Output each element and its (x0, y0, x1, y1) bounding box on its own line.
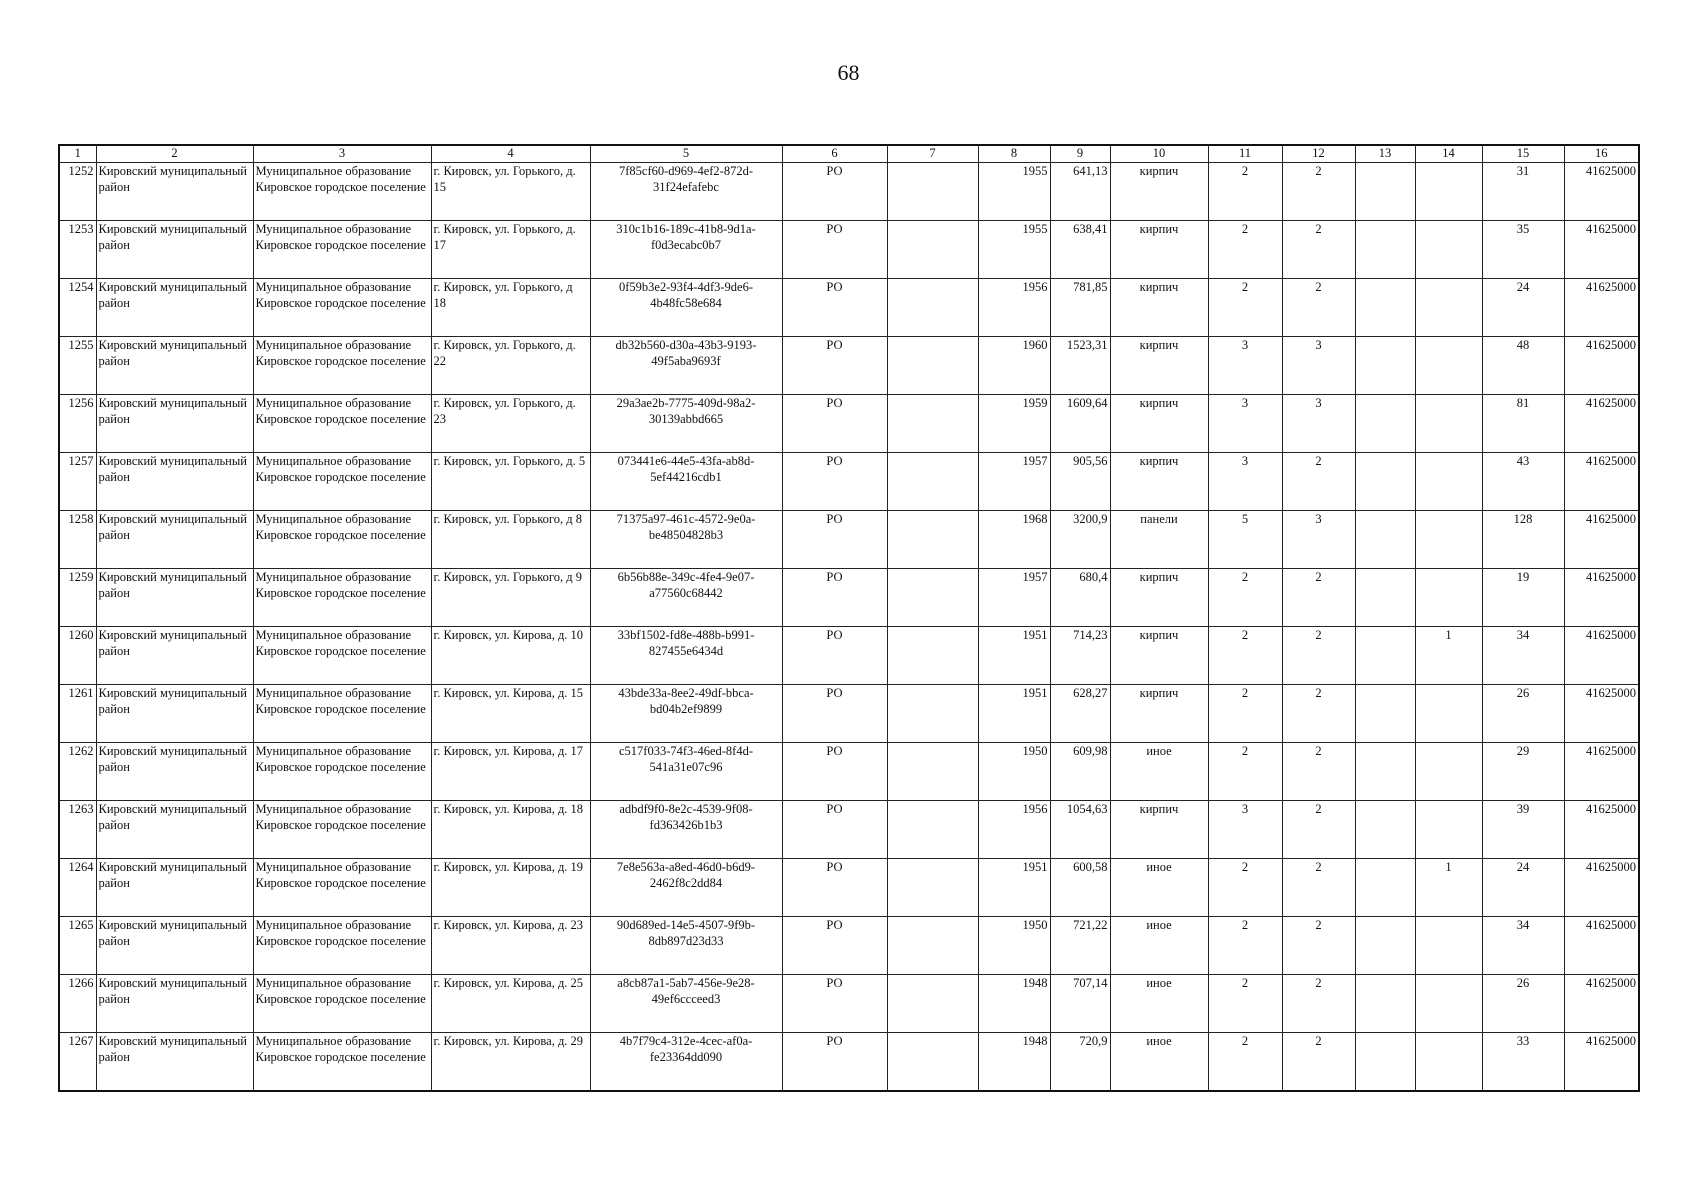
col15-cell: 24 (1482, 859, 1564, 917)
oktmo-cell: 41625000 (1564, 569, 1639, 627)
column-header: 10 (1110, 145, 1208, 163)
col7-cell (887, 975, 978, 1033)
district-cell: Кировский муниципальный район (96, 1033, 253, 1091)
municipality-cell: Муниципальное образование Кировское городское поселение (253, 279, 431, 337)
col7-cell (887, 917, 978, 975)
district-cell: Кировский муниципальный район (96, 569, 253, 627)
area-cell: 707,14 (1050, 975, 1110, 1033)
ownership-cell: РО (782, 511, 887, 569)
column-header: 3 (253, 145, 431, 163)
col13-cell (1355, 917, 1415, 975)
column-header: 11 (1208, 145, 1282, 163)
district-cell: Кировский муниципальный район (96, 511, 253, 569)
row-number: 1261 (59, 685, 96, 743)
entrances-cell: 2 (1282, 279, 1355, 337)
col7-cell (887, 163, 978, 221)
column-header: 7 (887, 145, 978, 163)
area-cell: 3200,9 (1050, 511, 1110, 569)
area-cell: 720,9 (1050, 1033, 1110, 1091)
entrances-cell: 2 (1282, 975, 1355, 1033)
col13-cell (1355, 975, 1415, 1033)
column-header: 5 (590, 145, 782, 163)
oktmo-cell: 41625000 (1564, 627, 1639, 685)
oktmo-cell: 41625000 (1564, 337, 1639, 395)
address-cell: г. Кировск, ул. Кирова, д. 29 (431, 1033, 590, 1091)
ownership-cell: РО (782, 627, 887, 685)
col14-cell (1415, 221, 1482, 279)
ownership-cell: РО (782, 337, 887, 395)
floors-cell: 2 (1208, 859, 1282, 917)
column-header: 14 (1415, 145, 1482, 163)
material-cell: кирпич (1110, 685, 1208, 743)
col14-cell (1415, 279, 1482, 337)
table-row (59, 279, 1639, 337)
area-cell: 600,58 (1050, 859, 1110, 917)
entrances-cell: 2 (1282, 685, 1355, 743)
entrances-cell: 2 (1282, 801, 1355, 859)
floors-cell: 3 (1208, 337, 1282, 395)
column-header: 4 (431, 145, 590, 163)
oktmo-cell: 41625000 (1564, 1033, 1639, 1091)
col15-cell: 34 (1482, 917, 1564, 975)
col15-cell: 33 (1482, 1033, 1564, 1091)
guid-cell: 33bf1502-fd8e-488b-b991-827455e6434d (590, 627, 782, 685)
area-cell: 721,22 (1050, 917, 1110, 975)
col14-cell (1415, 685, 1482, 743)
guid-cell: 073441e6-44e5-43fa-ab8d-5ef44216cdb1 (590, 453, 782, 511)
row-number: 1266 (59, 975, 96, 1033)
floors-cell: 2 (1208, 569, 1282, 627)
col15-cell: 48 (1482, 337, 1564, 395)
ownership-cell: РО (782, 1033, 887, 1091)
district-cell: Кировский муниципальный район (96, 743, 253, 801)
district-cell: Кировский муниципальный район (96, 163, 253, 221)
ownership-cell: РО (782, 975, 887, 1033)
municipality-cell: Муниципальное образование Кировское городское поселение (253, 743, 431, 801)
municipality-cell: Муниципальное образование Кировское городское поселение (253, 569, 431, 627)
guid-cell: 29a3ae2b-7775-409d-98a2-30139abbd665 (590, 395, 782, 453)
address-cell: г. Кировск, ул. Горького, д 9 (431, 569, 590, 627)
oktmo-cell: 41625000 (1564, 163, 1639, 221)
oktmo-cell: 41625000 (1564, 453, 1639, 511)
floors-cell: 3 (1208, 453, 1282, 511)
ownership-cell: РО (782, 859, 887, 917)
area-cell: 714,23 (1050, 627, 1110, 685)
district-cell: Кировский муниципальный район (96, 917, 253, 975)
ownership-cell: РО (782, 453, 887, 511)
table-row (59, 859, 1639, 917)
col15-cell: 35 (1482, 221, 1564, 279)
col14-cell: 1 (1415, 859, 1482, 917)
floors-cell: 2 (1208, 917, 1282, 975)
column-header: 12 (1282, 145, 1355, 163)
area-cell: 628,27 (1050, 685, 1110, 743)
row-number: 1262 (59, 743, 96, 801)
col13-cell (1355, 801, 1415, 859)
col7-cell (887, 569, 978, 627)
table-row (59, 975, 1639, 1033)
guid-cell: 0f59b3e2-93f4-4df3-9de6-4b48fc58e684 (590, 279, 782, 337)
material-cell: кирпич (1110, 801, 1208, 859)
district-cell: Кировский муниципальный район (96, 801, 253, 859)
entrances-cell: 2 (1282, 1033, 1355, 1091)
area-cell: 1054,63 (1050, 801, 1110, 859)
ownership-cell: РО (782, 743, 887, 801)
material-cell: кирпич (1110, 453, 1208, 511)
col7-cell (887, 395, 978, 453)
guid-cell: 71375a97-461c-4572-9e0a-be48504828b3 (590, 511, 782, 569)
address-cell: г. Кировск, ул. Кирова, д. 23 (431, 917, 590, 975)
address-cell: г. Кировск, ул. Горького, д. 15 (431, 163, 590, 221)
floors-cell: 2 (1208, 743, 1282, 801)
address-cell: г. Кировск, ул. Горького, д. 5 (431, 453, 590, 511)
floors-cell: 5 (1208, 511, 1282, 569)
ownership-cell: РО (782, 801, 887, 859)
column-header: 15 (1482, 145, 1564, 163)
column-header: 1 (59, 145, 96, 163)
col15-cell: 43 (1482, 453, 1564, 511)
area-cell: 1523,31 (1050, 337, 1110, 395)
guid-cell: db32b560-d30a-43b3-9193-49f5aba9693f (590, 337, 782, 395)
table-body (59, 163, 1639, 1091)
col13-cell (1355, 163, 1415, 221)
column-header: 16 (1564, 145, 1639, 163)
col14-cell (1415, 1033, 1482, 1091)
guid-cell: 43bde33a-8ee2-49df-bbca-bd04b2ef9899 (590, 685, 782, 743)
table-row (59, 917, 1639, 975)
material-cell: кирпич (1110, 627, 1208, 685)
oktmo-cell: 41625000 (1564, 685, 1639, 743)
table-row (59, 163, 1639, 221)
col13-cell (1355, 395, 1415, 453)
guid-cell: 4b7f79c4-312e-4cec-af0a-fe23364dd090 (590, 1033, 782, 1091)
row-number: 1256 (59, 395, 96, 453)
district-cell: Кировский муниципальный район (96, 453, 253, 511)
municipality-cell: Муниципальное образование Кировское городское поселение (253, 453, 431, 511)
floors-cell: 2 (1208, 975, 1282, 1033)
floors-cell: 3 (1208, 395, 1282, 453)
table-row (59, 569, 1639, 627)
area-cell: 638,41 (1050, 221, 1110, 279)
municipality-cell: Муниципальное образование Кировское городское поселение (253, 859, 431, 917)
year-cell: 1968 (978, 511, 1050, 569)
entrances-cell: 3 (1282, 511, 1355, 569)
entrances-cell: 2 (1282, 221, 1355, 279)
municipality-cell: Муниципальное образование Кировское городское поселение (253, 395, 431, 453)
address-cell: г. Кировск, ул. Горького, д. 17 (431, 221, 590, 279)
material-cell: панели (1110, 511, 1208, 569)
col15-cell: 26 (1482, 975, 1564, 1033)
address-cell: г. Кировск, ул. Горького, д 18 (431, 279, 590, 337)
column-header: 13 (1355, 145, 1415, 163)
ownership-cell: РО (782, 685, 887, 743)
ownership-cell: РО (782, 569, 887, 627)
col15-cell: 19 (1482, 569, 1564, 627)
ownership-cell: РО (782, 917, 887, 975)
col13-cell (1355, 279, 1415, 337)
table-row (59, 1033, 1639, 1091)
district-cell: Кировский муниципальный район (96, 395, 253, 453)
district-cell: Кировский муниципальный район (96, 975, 253, 1033)
guid-cell: 7f85cf60-d969-4ef2-872d-31f24efafebc (590, 163, 782, 221)
row-number: 1267 (59, 1033, 96, 1091)
col15-cell: 24 (1482, 279, 1564, 337)
area-cell: 1609,64 (1050, 395, 1110, 453)
col14-cell (1415, 743, 1482, 801)
floors-cell: 2 (1208, 221, 1282, 279)
floors-cell: 2 (1208, 627, 1282, 685)
address-cell: г. Кировск, ул. Кирова, д. 15 (431, 685, 590, 743)
table-row (59, 743, 1639, 801)
row-number: 1253 (59, 221, 96, 279)
ownership-cell: РО (782, 279, 887, 337)
material-cell: иное (1110, 1033, 1208, 1091)
district-cell: Кировский муниципальный район (96, 627, 253, 685)
row-number: 1258 (59, 511, 96, 569)
col14-cell (1415, 801, 1482, 859)
row-number: 1259 (59, 569, 96, 627)
oktmo-cell: 41625000 (1564, 221, 1639, 279)
col7-cell (887, 859, 978, 917)
address-cell: г. Кировск, ул. Горького, д. 23 (431, 395, 590, 453)
column-header: 2 (96, 145, 253, 163)
address-cell: г. Кировск, ул. Кирова, д. 18 (431, 801, 590, 859)
area-cell: 781,85 (1050, 279, 1110, 337)
municipality-cell: Муниципальное образование Кировское городское поселение (253, 917, 431, 975)
col14-cell: 1 (1415, 627, 1482, 685)
col14-cell (1415, 163, 1482, 221)
ownership-cell: РО (782, 221, 887, 279)
table-row (59, 511, 1639, 569)
municipality-cell: Муниципальное образование Кировское городское поселение (253, 627, 431, 685)
oktmo-cell: 41625000 (1564, 975, 1639, 1033)
col7-cell (887, 337, 978, 395)
year-cell: 1956 (978, 279, 1050, 337)
col14-cell (1415, 917, 1482, 975)
year-cell: 1951 (978, 859, 1050, 917)
oktmo-cell: 41625000 (1564, 859, 1639, 917)
oktmo-cell: 41625000 (1564, 743, 1639, 801)
entrances-cell: 3 (1282, 337, 1355, 395)
year-cell: 1957 (978, 453, 1050, 511)
column-number-row (59, 145, 1639, 163)
year-cell: 1959 (978, 395, 1050, 453)
oktmo-cell: 41625000 (1564, 801, 1639, 859)
year-cell: 1951 (978, 627, 1050, 685)
column-header: 8 (978, 145, 1050, 163)
table-row (59, 801, 1639, 859)
floors-cell: 2 (1208, 279, 1282, 337)
material-cell: кирпич (1110, 279, 1208, 337)
col13-cell (1355, 859, 1415, 917)
col14-cell (1415, 337, 1482, 395)
row-number: 1265 (59, 917, 96, 975)
year-cell: 1948 (978, 1033, 1050, 1091)
col13-cell (1355, 685, 1415, 743)
row-number: 1255 (59, 337, 96, 395)
area-cell: 641,13 (1050, 163, 1110, 221)
district-cell: Кировский муниципальный район (96, 685, 253, 743)
table-row (59, 221, 1639, 279)
col7-cell (887, 743, 978, 801)
col14-cell (1415, 511, 1482, 569)
col7-cell (887, 221, 978, 279)
year-cell: 1957 (978, 569, 1050, 627)
guid-cell: 90d689ed-14e5-4507-9f9b-8db897d23d33 (590, 917, 782, 975)
column-header: 6 (782, 145, 887, 163)
col15-cell: 29 (1482, 743, 1564, 801)
col13-cell (1355, 743, 1415, 801)
municipality-cell: Муниципальное образование Кировское городское поселение (253, 511, 431, 569)
district-cell: Кировский муниципальный район (96, 337, 253, 395)
district-cell: Кировский муниципальный район (96, 221, 253, 279)
oktmo-cell: 41625000 (1564, 279, 1639, 337)
col14-cell (1415, 453, 1482, 511)
table-row (59, 685, 1639, 743)
col7-cell (887, 801, 978, 859)
col7-cell (887, 279, 978, 337)
municipality-cell: Муниципальное образование Кировское городское поселение (253, 685, 431, 743)
area-cell: 905,56 (1050, 453, 1110, 511)
municipality-cell: Муниципальное образование Кировское городское поселение (253, 801, 431, 859)
col7-cell (887, 1033, 978, 1091)
year-cell: 1960 (978, 337, 1050, 395)
entrances-cell: 2 (1282, 859, 1355, 917)
material-cell: кирпич (1110, 569, 1208, 627)
row-number: 1260 (59, 627, 96, 685)
col14-cell (1415, 975, 1482, 1033)
guid-cell: 7e8e563a-a8ed-46d0-b6d9-2462f8c2dd84 (590, 859, 782, 917)
col13-cell (1355, 1033, 1415, 1091)
entrances-cell: 3 (1282, 395, 1355, 453)
row-number: 1257 (59, 453, 96, 511)
guid-cell: a8cb87a1-5ab7-456e-9e28-49ef6ccceed3 (590, 975, 782, 1033)
year-cell: 1951 (978, 685, 1050, 743)
floors-cell: 2 (1208, 1033, 1282, 1091)
floors-cell: 3 (1208, 801, 1282, 859)
oktmo-cell: 41625000 (1564, 917, 1639, 975)
guid-cell: adbdf9f0-8e2c-4539-9f08-fd363426b1b3 (590, 801, 782, 859)
ownership-cell: РО (782, 395, 887, 453)
address-cell: г. Кировск, ул. Кирова, д. 10 (431, 627, 590, 685)
table-row (59, 627, 1639, 685)
col15-cell: 26 (1482, 685, 1564, 743)
material-cell: кирпич (1110, 221, 1208, 279)
material-cell: кирпич (1110, 395, 1208, 453)
entrances-cell: 2 (1282, 453, 1355, 511)
municipality-cell: Муниципальное образование Кировское городское поселение (253, 221, 431, 279)
col13-cell (1355, 511, 1415, 569)
col13-cell (1355, 221, 1415, 279)
col13-cell (1355, 569, 1415, 627)
entrances-cell: 2 (1282, 743, 1355, 801)
material-cell: иное (1110, 975, 1208, 1033)
col7-cell (887, 453, 978, 511)
year-cell: 1955 (978, 163, 1050, 221)
column-header: 9 (1050, 145, 1110, 163)
table-row (59, 395, 1639, 453)
district-cell: Кировский муниципальный район (96, 279, 253, 337)
year-cell: 1950 (978, 743, 1050, 801)
housing-registry-table (58, 144, 1640, 1092)
material-cell: иное (1110, 917, 1208, 975)
guid-cell: 310c1b16-189c-41b8-9d1a-f0d3ecabc0b7 (590, 221, 782, 279)
year-cell: 1948 (978, 975, 1050, 1033)
col15-cell: 81 (1482, 395, 1564, 453)
year-cell: 1950 (978, 917, 1050, 975)
col7-cell (887, 511, 978, 569)
material-cell: кирпич (1110, 337, 1208, 395)
page-number: 68 (837, 60, 860, 85)
guid-cell: c517f033-74f3-46ed-8f4d-541a31e07c96 (590, 743, 782, 801)
entrances-cell: 2 (1282, 917, 1355, 975)
address-cell: г. Кировск, ул. Кирова, д. 17 (431, 743, 590, 801)
address-cell: г. Кировск, ул. Горького, д. 22 (431, 337, 590, 395)
entrances-cell: 2 (1282, 163, 1355, 221)
oktmo-cell: 41625000 (1564, 511, 1639, 569)
entrances-cell: 2 (1282, 627, 1355, 685)
row-number: 1252 (59, 163, 96, 221)
row-number: 1254 (59, 279, 96, 337)
col15-cell: 31 (1482, 163, 1564, 221)
municipality-cell: Муниципальное образование Кировское городское поселение (253, 337, 431, 395)
material-cell: кирпич (1110, 163, 1208, 221)
col14-cell (1415, 569, 1482, 627)
material-cell: иное (1110, 859, 1208, 917)
col14-cell (1415, 395, 1482, 453)
address-cell: г. Кировск, ул. Горького, д 8 (431, 511, 590, 569)
year-cell: 1956 (978, 801, 1050, 859)
table-row (59, 337, 1639, 395)
area-cell: 680,4 (1050, 569, 1110, 627)
guid-cell: 6b56b88e-349c-4fe4-9e07-a77560c68442 (590, 569, 782, 627)
col15-cell: 39 (1482, 801, 1564, 859)
col13-cell (1355, 453, 1415, 511)
floors-cell: 2 (1208, 685, 1282, 743)
area-cell: 609,98 (1050, 743, 1110, 801)
year-cell: 1955 (978, 221, 1050, 279)
district-cell: Кировский муниципальный район (96, 859, 253, 917)
municipality-cell: Муниципальное образование Кировское городское поселение (253, 163, 431, 221)
row-number: 1263 (59, 801, 96, 859)
col7-cell (887, 685, 978, 743)
municipality-cell: Муниципальное образование Кировское городское поселение (253, 975, 431, 1033)
ownership-cell: РО (782, 163, 887, 221)
floors-cell: 2 (1208, 163, 1282, 221)
col15-cell: 34 (1482, 627, 1564, 685)
row-number: 1264 (59, 859, 96, 917)
oktmo-cell: 41625000 (1564, 395, 1639, 453)
col7-cell (887, 627, 978, 685)
col13-cell (1355, 627, 1415, 685)
address-cell: г. Кировск, ул. Кирова, д. 19 (431, 859, 590, 917)
material-cell: иное (1110, 743, 1208, 801)
entrances-cell: 2 (1282, 569, 1355, 627)
col13-cell (1355, 337, 1415, 395)
address-cell: г. Кировск, ул. Кирова, д. 25 (431, 975, 590, 1033)
col15-cell: 128 (1482, 511, 1564, 569)
municipality-cell: Муниципальное образование Кировское городское поселение (253, 1033, 431, 1091)
table-row (59, 453, 1639, 511)
